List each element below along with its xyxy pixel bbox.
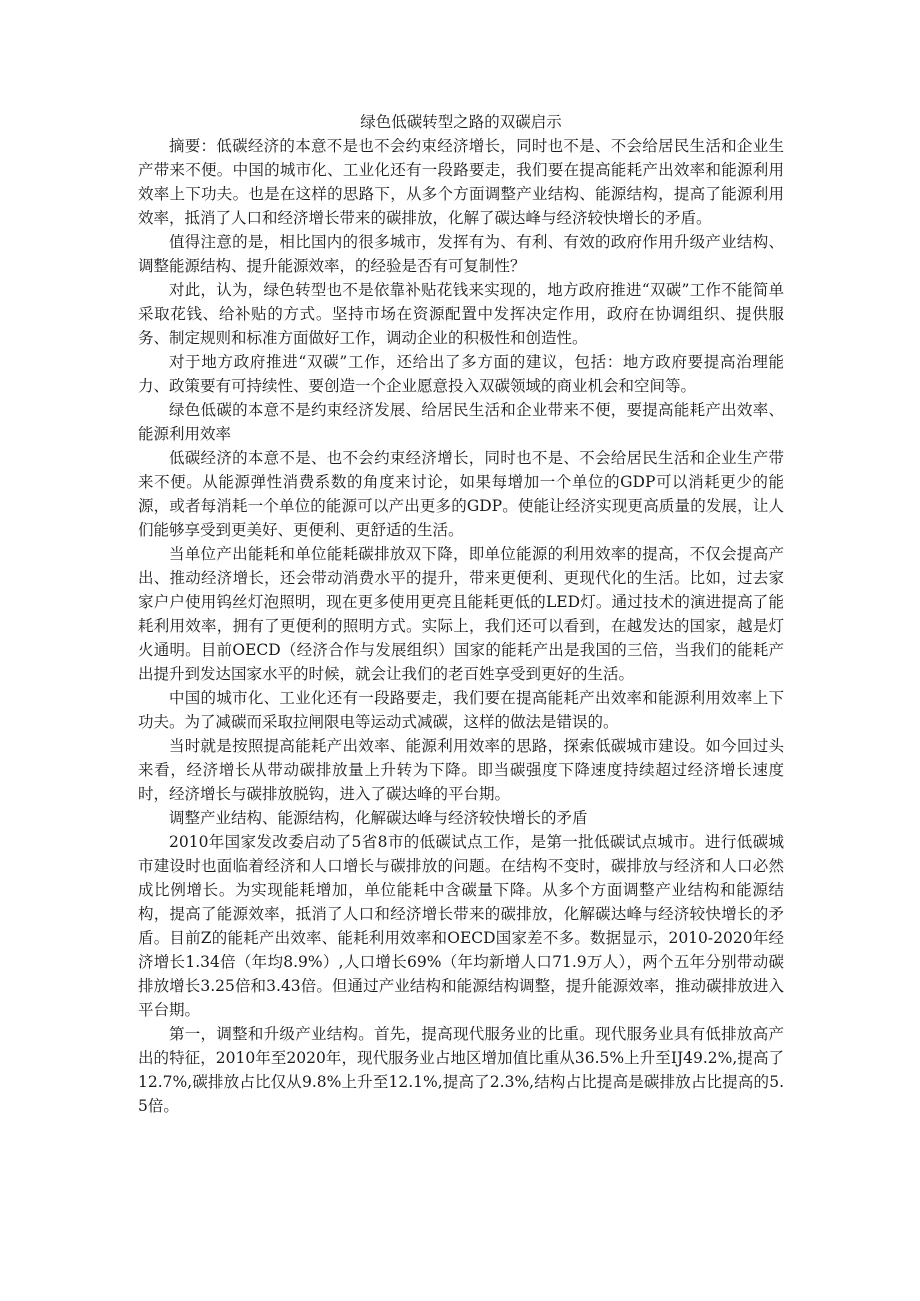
paragraph: 第一，调整和升级产业结构。首先，提高现代服务业的比重。现代服务业具有低排放高产出的特征，2010年至2020年，现代服务业占地区增加值比重从36.5%上升至IJ49.2%,提高了12.7%,碳排放占比仅从9.8%上升至12.1%,提高了2.3%,结构占比提高是碳排放占比提高的5.5倍。 <box>138 1025 784 1115</box>
document-page <box>138 110 784 1118</box>
section-heading: 调整产业结构、能源结构，化解碳达峰与经济较快增长的矛盾 <box>169 809 588 827</box>
paragraph: 2010年国家发改委启动了5省8市的低碳试点工作，是第一批低碳试点城市。进行低碳城市建设时也面临着经济和人口增长与碳排放的问题。在结构不变时，碳排放与经济和人口必然成比例增长。为实现能耗增加，单位能耗中含碳量下降。从多个方面调整产业结构和能源结构，提高了能源效率，抵消了人口和经济增长带来的碳排放，化解碳达峰与经济较快增长的矛盾。目前Z的能耗产出效率、能耗利用效率和OECD国家差不多。数据显示，2010-2020年经济增长1.34倍（年均8.9%）,人口增长69%（年均新增人口71.9万人），两个五年分别带动碳排放增长3.25倍和3.43倍。但通过产业结构和能源结构调整，提升能源效率，推动碳排放进入平台期。 <box>138 833 784 1019</box>
document-title: 绿色低碳转型之路的双碳启示 <box>360 113 562 131</box>
paragraph: 低碳经济的本意不是、也不会约束经济增长，同时也不是、不会给居民生活和企业生产带来不便。从能源弹性消费系数的角度来讨论，如果每增加一个单位的GDP可以消耗更少的能源，或者每消耗一个单位的能源可以产出更多的GDP。使能让经济实现更高质量的发展，让人们能够享受到更美好、更便利、更舒适的生活。 <box>138 449 784 539</box>
paragraph: 中国的城市化、工业化还有一段路要走，我们要在提高能耗产出效率和能源利用效率上下功夫。为了减碳而采取拉闸限电等运动式减碳，这样的做法是错误的。 <box>138 689 784 731</box>
paragraph: 当单位产出能耗和单位能耗碳排放双下降，即单位能源的利用效率的提高，不仅会提高产出、推动经济增长，还会带动消费水平的提升，带来更便利、更现代化的生活。比如，过去家家户户使用钨丝灯泡照明，现在更多使用更亮且能耗更低的LED灯。通过技术的演进提高了能耗利用效率，拥有了更便利的照明方式。实际上，我们还可以看到，在越发达的国家，越是灯火通明。目前OECD（经济合作与发展组织）国家的能耗产出是我国的三倍，当我们的能耗产出提升到发达国家水平的时候，就会让我们的老百姓享受到更好的生活。 <box>138 545 784 683</box>
paragraph: 对此，认为，绿色转型也不是依靠补贴花钱来实现的，地方政府推进“双碳”工作不能简单采取花钱、给补贴的方式。坚持市场在资源配置中发挥决定作用，政府在协调组织、提供服务、制定规则和标准方面做好工作，调动企业的积极性和创造性。 <box>138 281 784 347</box>
paragraph: 对于地方政府推进“双碳”工作，还给出了多方面的建议，包括：地方政府要提高治理能力、政策要有可持续性、要创造一个企业愿意投入双碳领域的商业机会和空间等。 <box>138 353 784 395</box>
paragraph: 当时就是按照提高能耗产出效率、能源利用效率的思路，探索低碳城市建设。如今回过头来看，经济增长从带动碳排放量上升转为下降。即当碳强度下降速度持续超过经济增长速度时，经济增长与碳排放脱钩，进入了碳达峰的平台期。 <box>138 737 784 803</box>
paragraph: 摘要：低碳经济的本意不是也不会约束经济增长，同时也不是、不会给居民生活和企业生产带来不便。中国的城市化、工业化还有一段路要走，我们要在提高能耗产出效率和能源利用效率上下功夫。也是在这样的思路下，从多个方面调整产业结构、能源结构，提高了能源利用效率，抵消了人口和经济增长带来的碳排放，化解了碳达峰与经济较快增长的矛盾。 <box>138 137 784 227</box>
paragraph: 值得注意的是，相比国内的很多城市，发挥有为、有利、有效的政府作用升级产业结构、调整能源结构、提升能源效率，的经验是否有可复制性？ <box>138 233 784 275</box>
section-heading: 绿色低碳的本意不是约束经济发展、给居民生活和企业带来不便，要提高能耗产出效率、能源利用效率 <box>138 401 784 443</box>
